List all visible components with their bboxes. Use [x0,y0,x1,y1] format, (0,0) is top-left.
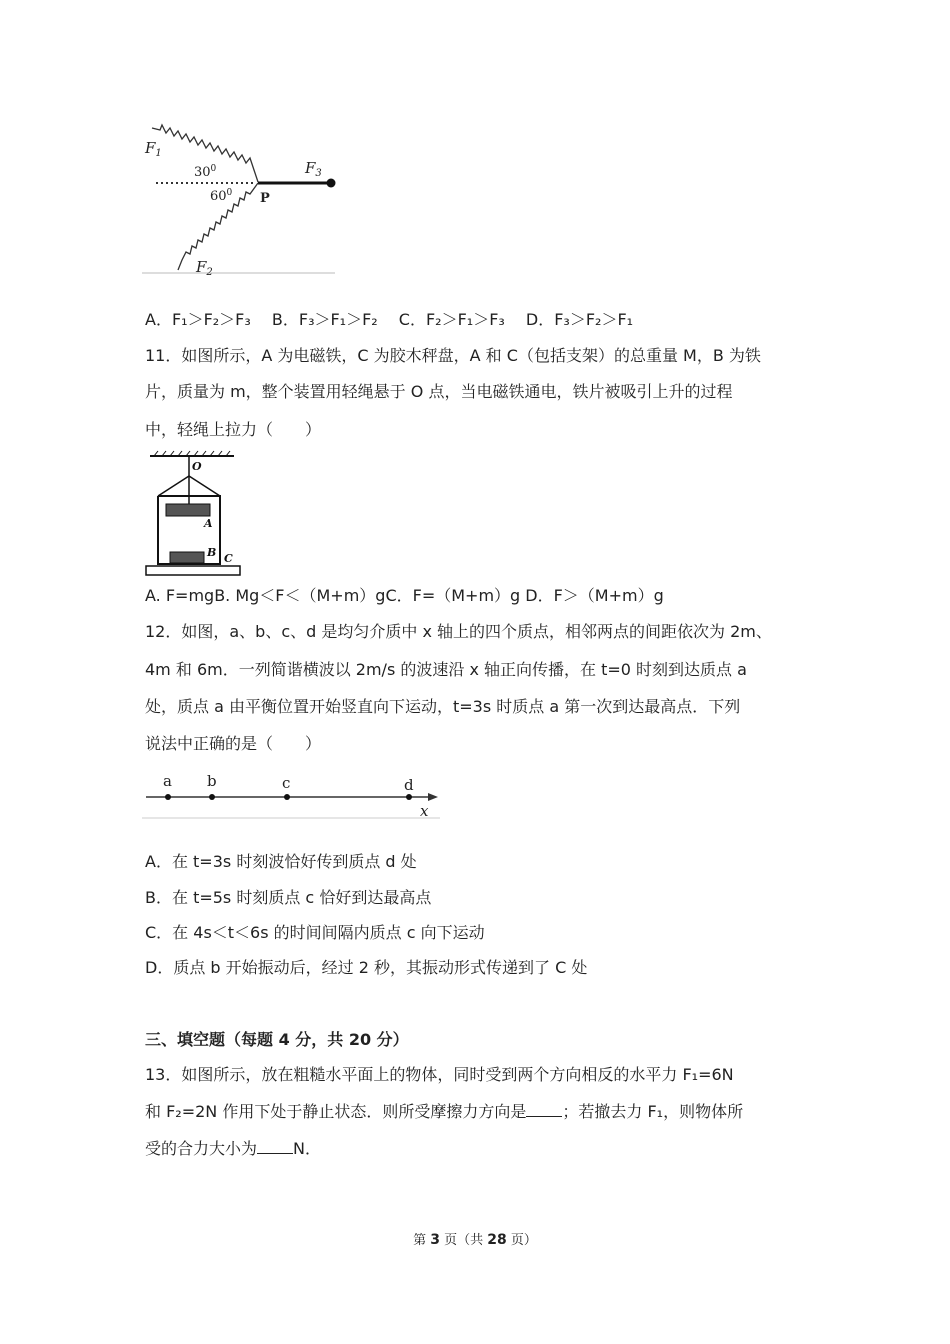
x-axis-arrow [428,793,438,801]
base-plate [146,566,240,575]
point-b [209,794,215,800]
q13-line-2 [145,1102,743,1122]
q11-line-2: 片，质量为 m，整个装置用轻绳悬于 O 点，当电磁铁通电，铁片被吸引上升的过程 [145,382,733,401]
hanger-left [158,476,189,496]
f2-label: $F_2$ [196,258,213,278]
label-c: c [282,774,291,792]
q12-line-3: 处，质点 a 由平衡位置开始竖直向下运动，t=3s 时质点 a 第一次到达最高点．下列 [145,697,741,716]
q12-line-4: 说法中正确的是（ ） [145,734,322,753]
x-axis-diagram [142,770,444,820]
footer-page-number: 3 [430,1232,440,1248]
q11-line-3: 中，轻绳上拉力（ ） [145,420,322,439]
iron-piece-b [170,552,204,563]
q12-line-1: 12．如图，a、b、c、d 是均匀介质中 x 轴上的四个质点，相邻两点的间距依次为 2m、 [145,622,772,641]
point-p-label: P [260,191,270,206]
f3-label: $F_3$ [305,159,322,179]
q13-line-2-part-b: ；若撤去力 F₁，则物体所 [562,1102,744,1121]
q10-options: A．F₁＞F₂＞F₃ B．F₃＞F₁＞F₂ C．F₂＞F₁＞F₃ D．F₃＞F₂＞F₁ [145,310,634,329]
q12-option-b: B．在 t=5s 时刻质点 c 恰好到达最高点 [145,888,432,907]
footer-prefix: 第 [413,1233,431,1248]
label-o: O [192,460,202,473]
label-b: b [207,772,217,790]
q11-options: A. F=mgB. Mg＜F＜（M+m）gC．F=（M+m）g D．F＞（M+m）g [145,586,664,605]
angle-30-label: $30^0$ [194,164,217,180]
footer-total-pages: 28 [487,1232,507,1248]
section-3-title: 三、填空题（每题 4 分，共 20 分） [145,1030,409,1049]
label-d: d [404,776,414,794]
point-c [284,794,290,800]
footer-suffix: 页） [506,1233,537,1248]
footer-middle: 页（共 [440,1233,488,1248]
electromagnet-diagram [144,450,244,578]
point-a [165,794,171,800]
answer-blank-2[interactable] [257,1139,293,1154]
force-diagram [142,122,342,278]
q12-option-c: C．在 4s＜t＜6s 的时间间隔内质点 c 向下运动 [145,923,485,942]
q13-line-1: 13．如图所示，放在粗糙水平面上的物体，同时受到两个方向相反的水平力 F₁=6N [145,1065,734,1084]
q13-line-3 [145,1139,321,1159]
q12-line-2: 4m 和 6m．一列简谐横波以 2m/s 的波速沿 x 轴正向传播，在 t=0 时刻到达质点 a [145,660,747,679]
q12-option-d: D．质点 b 开始振动后，经过 2 秒，其振动形式传递到了 C 处 [145,958,588,977]
q13-line-3-part-b: N． [293,1139,321,1158]
label-b: B [207,546,217,559]
point-d [406,794,412,800]
q13-line-3-part-a: 受的合力大小为 [145,1139,258,1158]
label-x: x [420,802,429,820]
hanger-right [189,476,220,496]
q12-option-a: A．在 t=3s 时刻波恰好传到质点 d 处 [145,852,417,871]
f3-end-dot [327,179,336,188]
label-c: C [224,552,233,565]
q11-line-1: 11．如图所示，A 为电磁铁，C 为胶木秤盘，A 和 C（包括支架）的总重量 M，B 为铁 [145,346,761,365]
label-a: A [204,517,213,530]
angle-60-label: $60^0$ [210,188,233,204]
page-footer [0,1229,950,1248]
f1-label: $F_1$ [145,139,162,159]
answer-blank-1[interactable] [526,1102,562,1117]
electromagnet-a [166,504,210,516]
label-a: a [163,772,172,790]
q13-line-2-part-a: 和 F₂=2N 作用下处于静止状态．则所受摩擦力方向是 [145,1102,527,1121]
